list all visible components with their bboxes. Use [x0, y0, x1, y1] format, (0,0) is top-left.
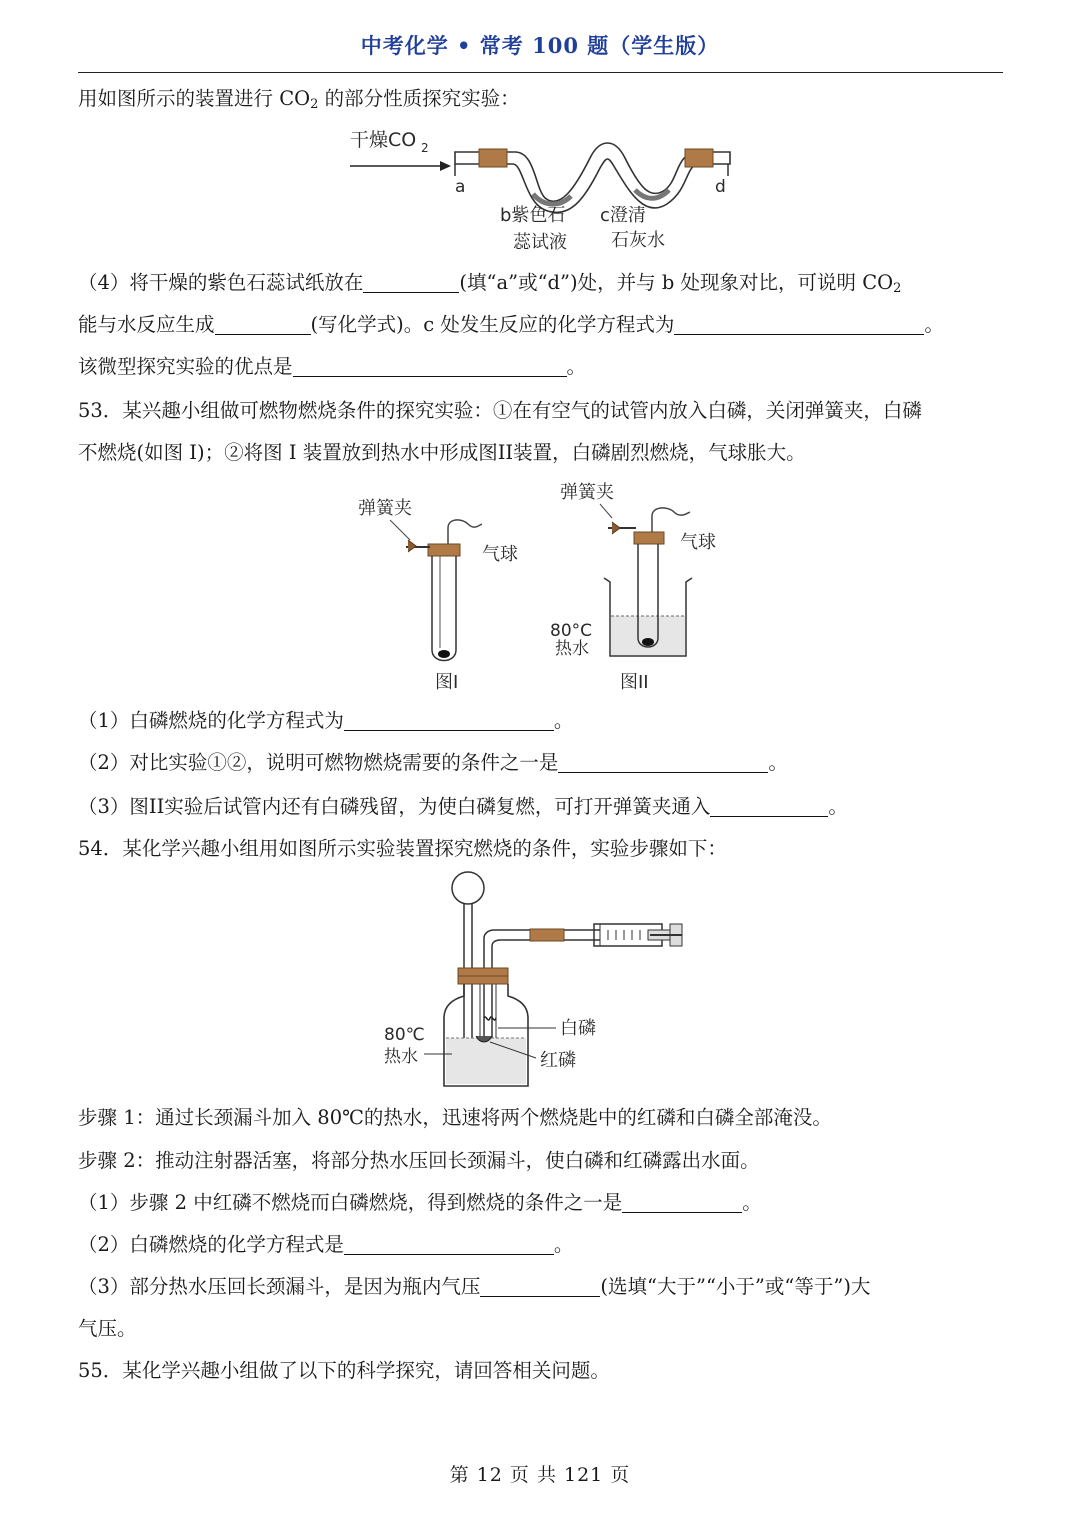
q4-text: 能与水反应生成 — [78, 313, 215, 336]
q53-balloon-label-1: 气球 — [482, 544, 518, 565]
intro-text-end: 的部分性质探究实验： — [318, 87, 520, 110]
co2-label-a: a — [455, 177, 466, 197]
q4-text: 。 — [924, 313, 944, 336]
q54-red-p-label: 红磷 — [540, 1050, 576, 1071]
q54-line-1: 54．某化学兴趣小组用如图所示实验装置探究燃烧的条件，实验步骤如下： — [78, 837, 727, 860]
q53-sub-1-end: 。 — [553, 709, 574, 732]
co2-input-sub: 2 — [421, 141, 429, 155]
q53-clip-label-2: 弹簧夹 — [560, 482, 614, 503]
q54-sub-2-text: （2）白磷燃烧的化学方程式是 — [78, 1233, 344, 1256]
q54-step-2: 步骤 2：推动注射器活塞，将部分热水压回长颈漏斗，使白磷和红磷露出水面。 — [78, 1149, 760, 1172]
q54-sub-3-text: （3）部分热水压回长颈漏斗，是因为瓶内气压 — [78, 1275, 481, 1298]
q53-sub-1-text: （1）白磷燃烧的化学方程式为 — [78, 709, 344, 732]
q4-blank-advantage[interactable] — [293, 354, 567, 377]
q53-sub-3 — [78, 792, 1008, 822]
q54-water-label: 热水 — [384, 1047, 418, 1067]
q53-blank-1[interactable] — [344, 708, 554, 731]
q4-line-2 — [78, 310, 1008, 340]
q53-blank-3[interactable] — [710, 794, 828, 817]
q54-figure — [380, 868, 700, 1096]
q54-sub-1-end: 。 — [742, 1191, 762, 1214]
q55-line-1: 55．某化学兴趣小组做了以下的科学探究，请回答相关问题。 — [78, 1359, 610, 1382]
q4-text: 。 — [566, 355, 587, 378]
q53-sub-2 — [78, 748, 1008, 778]
q54-step-1: 步骤 1：通过长颈漏斗加入 80℃的热水，迅速将两个燃烧匙中的红磷和白磷全部淹没。 — [78, 1106, 832, 1129]
q54-sub-3-cont: 气压。 — [78, 1317, 137, 1340]
q4-line-3 — [78, 352, 1008, 382]
q54-sub-1 — [78, 1188, 1008, 1218]
intro-sub: 2 — [310, 97, 319, 112]
q53-caption-1: 图I — [435, 672, 459, 693]
q53-line-2: 不燃烧(如图 I)；②将图 I 装置放到热水中形成图II装置，白磷剧烈燃烧，气球胀大。 — [78, 441, 806, 464]
q54-sub-3-text-2: (选填“大于”“小于”或“等于”)大 — [600, 1275, 871, 1298]
q53-sub-2-text: （2）对比实验①②，说明可燃物燃烧需要的条件之一是 — [78, 751, 559, 774]
q4-sub: 2 — [893, 281, 902, 296]
q53-water-label: 热水 — [555, 639, 589, 659]
q4-text: 该微型探究实验的优点是 — [78, 355, 293, 378]
q54-white-p-label: 白磷 — [560, 1018, 596, 1039]
q54-sub-2 — [78, 1230, 1008, 1260]
q54-sub-3 — [78, 1272, 1008, 1302]
q53-figure — [350, 478, 730, 700]
q4-blank-formula[interactable] — [215, 312, 311, 335]
co2-label-d: d — [715, 177, 726, 197]
q53-balloon-label-2: 气球 — [680, 532, 716, 553]
q54-blank-3[interactable] — [480, 1274, 600, 1297]
q53-clip-label-1: 弹簧夹 — [358, 498, 412, 519]
q4-text: （4）将干燥的紫色石蕊试纸放在 — [78, 271, 364, 294]
q53-sub-2-end: 。 — [768, 751, 788, 774]
q4-blank-position[interactable] — [363, 270, 459, 293]
q54-sub-1-text: （1）步骤 2 中红磷不燃烧而白磷燃烧，得到燃烧的条件之一是 — [78, 1191, 623, 1214]
q53-sub-1 — [78, 706, 1008, 736]
co2-apparatus-figure — [345, 118, 745, 258]
q53-caption-2: 图II — [620, 672, 649, 693]
co2-label-b1: b紫色石 — [500, 205, 566, 226]
q53-blank-2[interactable] — [558, 750, 768, 773]
co2-label-c2: 石灰水 — [611, 230, 665, 251]
header-rule — [78, 72, 1003, 73]
page-header-title: 中考化学 • 常考 100 题（学生版） — [360, 33, 720, 58]
q53-temp-label: 80°C — [550, 621, 593, 641]
q54-blank-1[interactable] — [622, 1190, 742, 1213]
q54-temp-label: 80℃ — [384, 1025, 425, 1045]
page-footer: 第 12 页 共 121 页 — [449, 1464, 631, 1486]
q53-sub-3-text: （3）图II实验后试管内还有白磷残留，为使白磷复燃，可打开弹簧夹通入 — [78, 795, 711, 818]
intro-text: 用如图所示的装置进行 CO — [78, 87, 311, 110]
q54-blank-2[interactable] — [344, 1232, 554, 1255]
intro-line — [78, 84, 1008, 114]
q4-text: (填“a”或“d”)处，并与 b 处现象对比，可说明 CO — [459, 271, 894, 294]
q4-line-1 — [78, 268, 1008, 298]
q53-sub-3-end: 。 — [828, 795, 848, 818]
q4-text: (写化学式)。c 处发生反应的化学方程式为 — [310, 313, 675, 336]
q53-line-1: 53．某兴趣小组做可燃物燃烧条件的探究实验：①在有空气的试管内放入白磷，关闭弹簧夹，白磷 — [78, 399, 922, 422]
co2-label-c1: c澄清 — [600, 205, 646, 226]
co2-input-label: 干燥CO — [350, 129, 417, 151]
q54-sub-2-end: 。 — [553, 1233, 574, 1256]
co2-label-b2: 蕊试液 — [513, 232, 567, 253]
q4-blank-equation[interactable] — [674, 312, 924, 335]
